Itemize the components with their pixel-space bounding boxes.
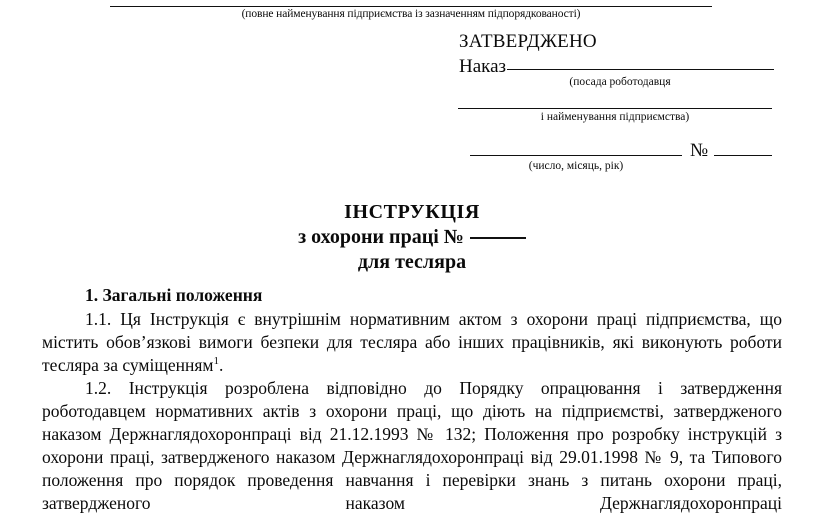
- title-line-3: для тесляра: [357, 251, 467, 273]
- paragraph-1-1-text: 1.1. Ця Інструкція є внутрішнім нормативним актом з охорони праці підприємства, що містить обов’язкові вимоги безпеки для тесляра або інших працівників, які виконують роботи тесляра за суміщенням: [42, 309, 782, 375]
- title-number-blank: [470, 237, 526, 239]
- caption-enterprise-name: і найменування підприємства): [540, 111, 690, 123]
- title-line-2-text: з охорони праці №: [298, 226, 464, 248]
- enterprise-name-rule-2: [458, 108, 772, 109]
- order-line: [459, 56, 774, 78]
- title-line-1: ІНСТРУКЦІЯ: [344, 201, 480, 223]
- date-number-line: [470, 141, 772, 160]
- caption-employer-position: (посада роботодавця: [569, 76, 671, 88]
- document-title: [42, 200, 782, 275]
- caption-enterprise-full: (повне найменування підприємства із зазначенням підпорядкованості): [241, 8, 581, 20]
- document-body: [42, 284, 782, 515]
- paragraph-1-2: 1.2. Інструкція розроблена відповідно до Порядку опрацювання і затвердження роботодавцем нормативних актів з охорони праці, що діють на підприємстві, затвердженого наказом Держнаглядохоронпраці від 21.12.1993 № 132; Положення про розробку інструкцій з охорони праці, затвердженого наказом Держнаглядохоронпраці від 29.01.1998 № 9, та Типового положення про порядок проведення навчання і перевірки знань з питань охорони праці, затвердженого наказом Держнаглядохоронпраці: [42, 378, 782, 513]
- paragraph-1-1: [42, 308, 782, 377]
- order-blank-rule: [507, 69, 774, 70]
- title-line-2: [42, 225, 782, 250]
- caption-date: (число, місяць, рік): [528, 160, 624, 172]
- section-heading-1: 1. Загальні положення: [85, 285, 263, 305]
- approved-label: ЗАТВЕРДЖЕНО: [459, 31, 597, 52]
- order-label: Наказ: [459, 56, 507, 77]
- number-sign: №: [690, 140, 709, 161]
- paragraph-1-1-suffix: .: [218, 355, 224, 375]
- footnote-marker: 1: [213, 355, 219, 368]
- number-blank-rule: [714, 155, 772, 156]
- date-blank-rule: [470, 155, 682, 156]
- enterprise-name-rule: [110, 6, 712, 7]
